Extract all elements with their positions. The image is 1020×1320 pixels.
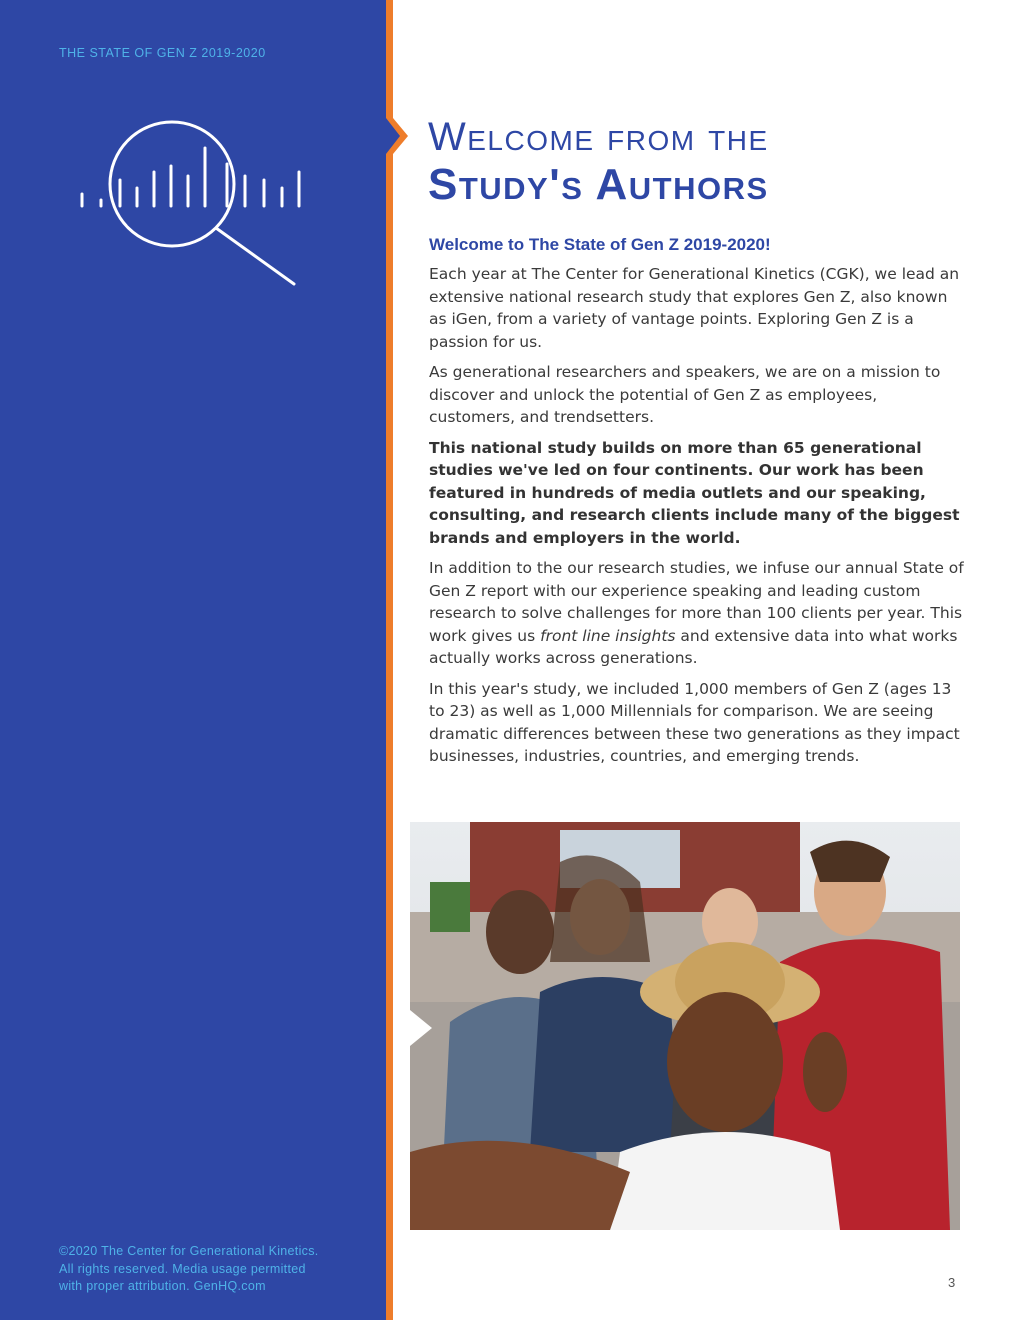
- paragraph-2: As generational researchers and speakers, we are on a mission to discover and unlock the potential of Gen Z as employees, customers, and trendsetters.: [429, 363, 941, 426]
- page-title: [428, 114, 769, 210]
- paragraph-4-text-a: In addition to the our research studies, we infuse our annual State of Gen Z report with our experience speaking and leading custom research to solve challenges for more than 100 clients per year. This work gives us: [429, 559, 964, 645]
- page-title-line-2: Study's Authors: [428, 160, 769, 209]
- copyright-line-3: with proper attribution. GenHQ.com: [59, 1279, 266, 1293]
- paragraph-3: This national study builds on more than 65 generational studies we've led on four continents. Our work has been featured in hundreds of media outlets and our speaking, consulting, and research clients include many of the biggest brands and employers in the world.: [429, 438, 960, 547]
- paragraph-4-emphasis: front line insights: [540, 626, 676, 645]
- paragraph-4: [429, 557, 964, 670]
- article-body: [429, 235, 964, 776]
- paragraph-5: In this year's study, we included 1,000 members of Gen Z (ages 13 to 23) as well as 1,000 Millennials for comparison. We are seeing dramatic differences between these two generations as they impact businesses, industries, countries, and emerging trends.: [429, 679, 960, 765]
- group-selfie-photo: [410, 822, 960, 1230]
- magnifier-soundwave-icon: [74, 116, 314, 292]
- orange-divider-stripe: [386, 0, 393, 1320]
- copyright-footer: [59, 1243, 369, 1296]
- paragraph-4-text-b: and extensive data into what works actually works across generations.: [429, 626, 958, 667]
- arrow-tab-marker-inner: [386, 118, 400, 154]
- page-number: 3: [948, 1275, 956, 1290]
- paragraph-1: Each year at The Center for Generational Kinetics (CGK), we lead an extensive national research study that explores Gen Z, also known as iGen, from a variety of vantage points. Exploring Gen Z is a passion for us.: [429, 265, 960, 351]
- running-head: THE STATE OF GEN Z 2019-2020: [59, 46, 266, 60]
- page-title-line-1: Welcome from the: [428, 115, 769, 159]
- article-subheading: Welcome to The State of Gen Z 2019-2020!: [429, 235, 771, 254]
- copyright-line-1: ©2020 The Center for Generational Kinetics.: [59, 1244, 319, 1258]
- copyright-line-2: All rights reserved. Media usage permitted: [59, 1261, 306, 1276]
